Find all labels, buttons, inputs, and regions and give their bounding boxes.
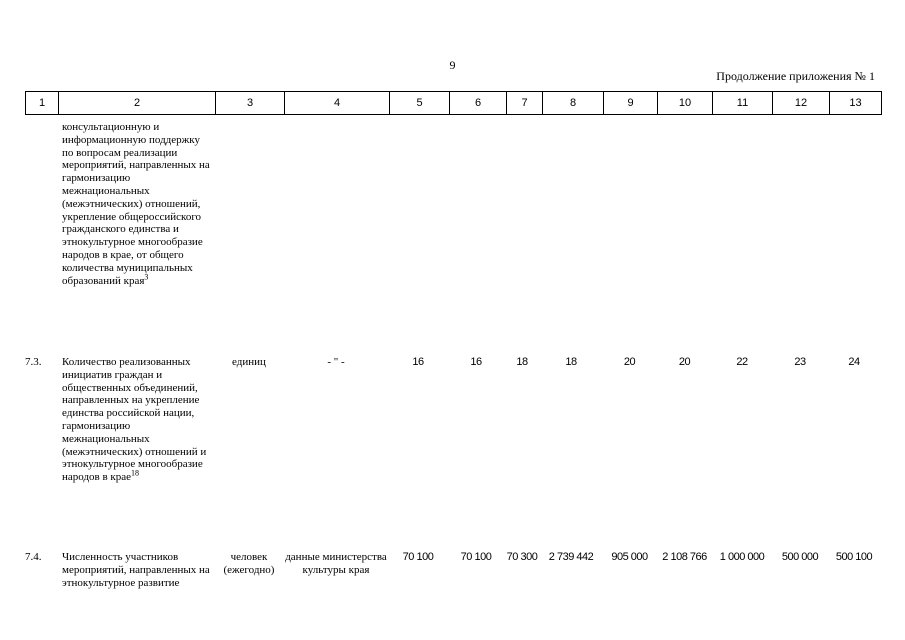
column-number: 6 [450, 92, 507, 115]
column-number-header [25, 91, 882, 115]
value-cell: 18 [565, 356, 577, 368]
row-index: 7.4. [25, 551, 42, 563]
value-cell: 1 000 000 [719, 551, 765, 563]
indicator-description: Количество реализованных инициатив граждан и общественных объединений, направленных на укрепление единства российской нации, гармонизацию межнациональных (межэтнических) отношений и этнокультурное многообразие народов в крае$^{18}$ [62, 356, 207, 484]
column-number: 1 [26, 92, 59, 115]
value-cell: 22 [736, 356, 748, 368]
column-number: 5 [390, 92, 450, 115]
value-cell: 2 739 442 [548, 551, 594, 563]
value-cell: 23 [794, 356, 806, 368]
value-cell: 2 108 766 [662, 551, 707, 563]
value-cell: 70 300 [506, 551, 538, 563]
source: - " - [327, 356, 345, 368]
indicator-description: консультационную и информационную поддержку по вопросам реализации мероприятий, направленных на гармонизацию межнациональных (межэтнических) отношений, укрепление общероссийского гражданского единства и этнокультурное многообразие народов в крае, от общего количества муниципальных образований края$^3$ [62, 121, 210, 287]
value-cell: 16 [470, 356, 482, 368]
value-cell: 18 [516, 356, 528, 368]
column-number: 10 [658, 92, 713, 115]
column-number: 11 [713, 92, 773, 115]
unit: единиц [232, 356, 266, 368]
column-number: 2 [59, 92, 216, 115]
column-number: 9 [604, 92, 658, 115]
column-number: 4 [285, 92, 390, 115]
value-cell: 70 100 [460, 551, 492, 563]
value-cell: 20 [678, 356, 691, 368]
column-number: 3 [216, 92, 285, 115]
value-cell: 905 000 [611, 551, 648, 563]
value-cell: 500 000 [781, 551, 819, 563]
value-cell: 70 100 [402, 551, 434, 563]
row-index: 7.3. [25, 356, 42, 368]
indicator-description: Численность участников мероприятий, направленных на этнокультурное развитие [62, 551, 210, 589]
value-cell: 500 100 [835, 551, 873, 563]
column-number: 13 [830, 92, 882, 115]
source: данные министерства культуры края [285, 551, 387, 576]
value-cell: 20 [623, 356, 636, 368]
value-cell: 24 [848, 356, 860, 368]
unit: человек (ежегодно) [223, 551, 275, 576]
column-number: 7 [507, 92, 543, 115]
column-number: 12 [773, 92, 830, 115]
column-number: 8 [543, 92, 604, 115]
value-cell: 16 [412, 356, 424, 368]
continuation-label: Продолжение приложения № 1 [716, 69, 875, 83]
page-number: 9 [449, 58, 456, 72]
